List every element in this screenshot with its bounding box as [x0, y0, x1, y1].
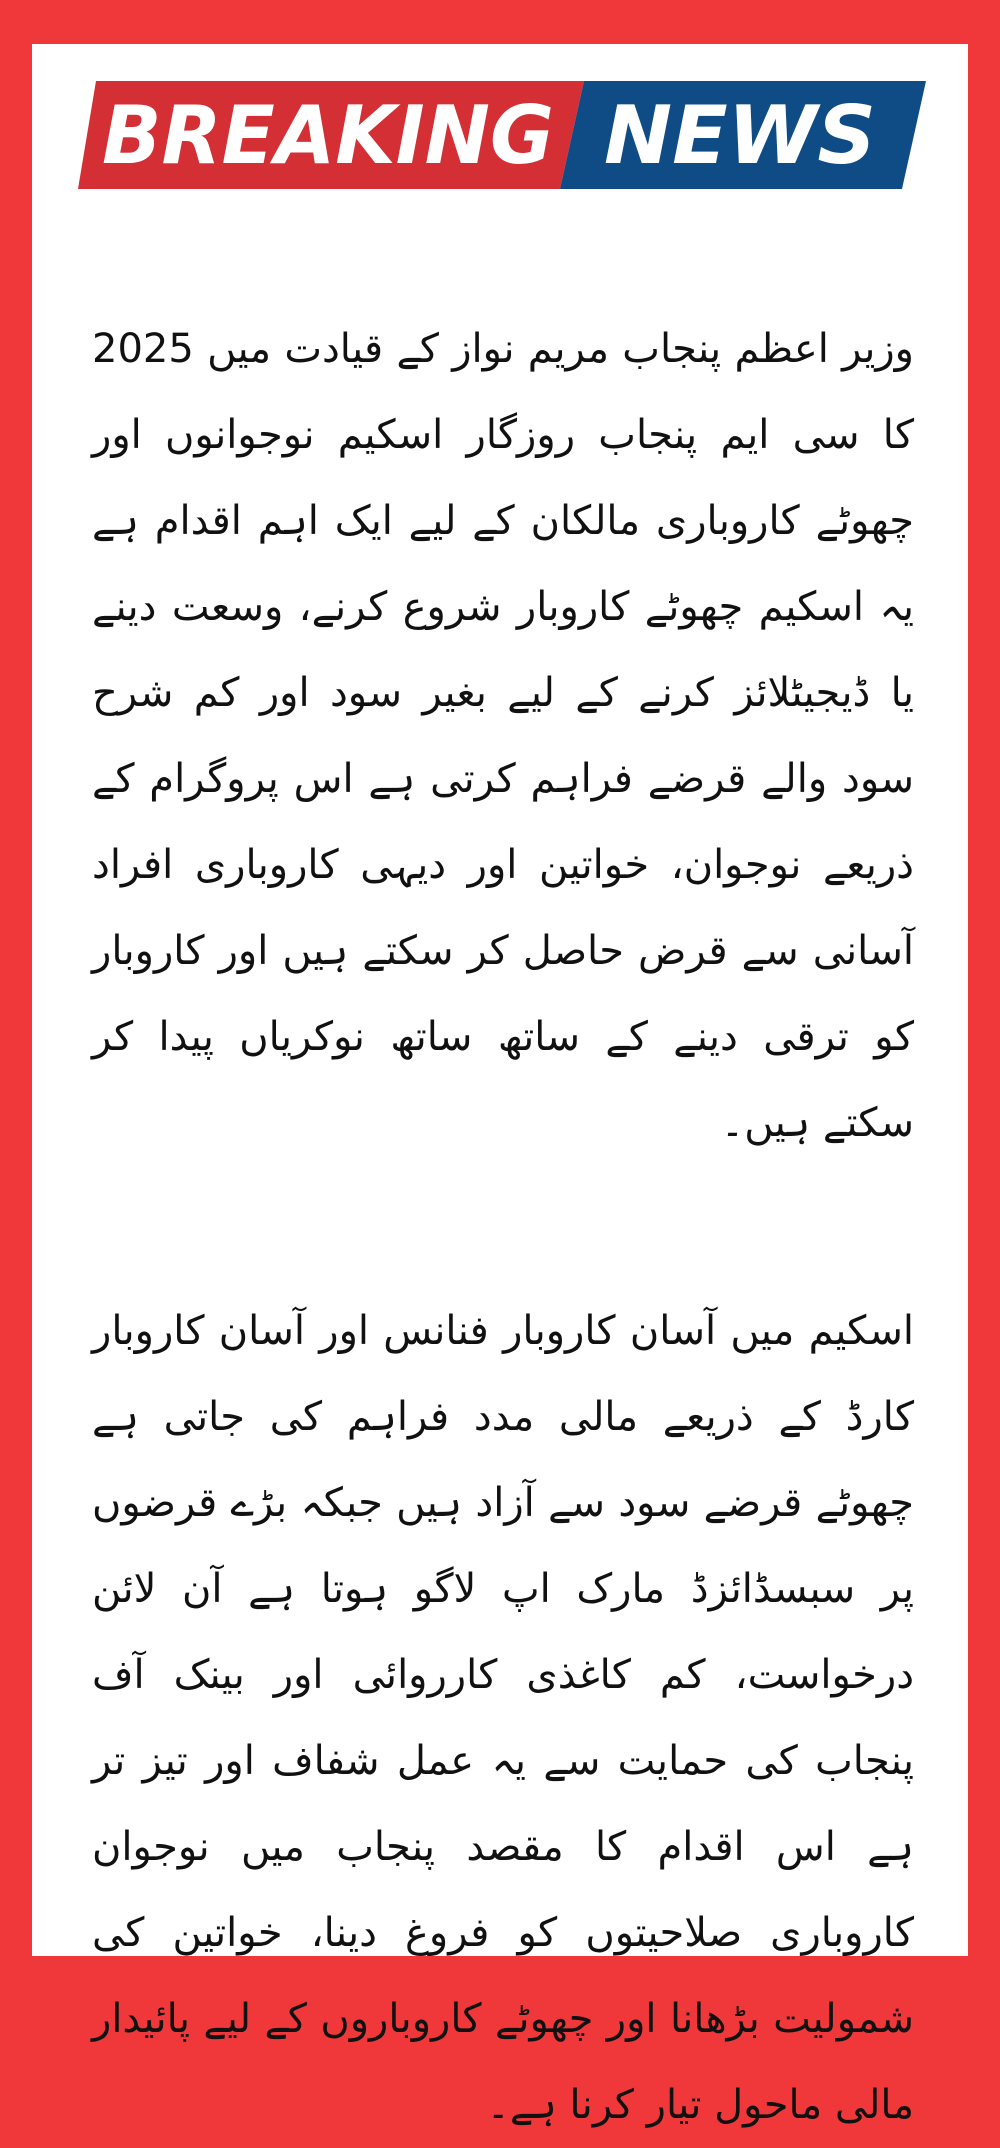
- banner-breaking-text: BREAKING: [102, 89, 554, 182]
- breaking-news-banner: [78, 81, 926, 189]
- news-card: [32, 44, 968, 2128]
- banner-news-text: NEWS: [604, 89, 876, 182]
- article-paragraph-2: اسکیم میں آسان کاروبار فنانس اور آسان کاروبار کارڈ کے ذریعے مالی مدد فراہم کی جاتی ہے چھوٹے قرضے سود سے آزاد ہیں جبکہ بڑے قرضوں پر سبسڈائزڈ مارک اپ لاگو ہوتا ہے آن لائن درخواست، کم کاغذی کارروائی اور بینک آف پنجاب کی حمایت سے یہ عمل شفاف اور تیز تر ہے اس اقدام کا مقصد پنجاب میں نوجوان کاروباری صلاحیتوں کو فروغ دینا، خواتین کی شمولیت بڑھانا اور چھوٹے کاروباروں کے لیے پائیدار مالی ماحول تیار کرنا ہے۔: [92, 1308, 914, 2128]
- article-paragraph-1: وزیر اعظم پنجاب مریم نواز کے قیادت میں 2025 کا سی ایم پنجاب روزگار اسکیم نوجوانوں اور چھوٹے کاروباری مالکان کے لیے ایک اہم اقدام ہے یہ اسکیم چھوٹے کاروبار شروع کرنے، وسعت دینے یا ڈیجیٹلائز کرنے کے لیے بغیر سود اور کم شرح سود والے قرضے فراہم کرتی ہے اس پروگرام کے ذریعے نوجوان، خواتین اور دیہی کاروباری افراد آسانی سے قرض حاصل کر سکتے ہیں اور کاروبار کو ترقی دینے کے ساتھ ساتھ نوکریاں پیدا کر سکتے ہیں۔: [92, 326, 914, 1146]
- breaking-news-logo: [78, 81, 926, 189]
- article-body: [92, 306, 914, 2148]
